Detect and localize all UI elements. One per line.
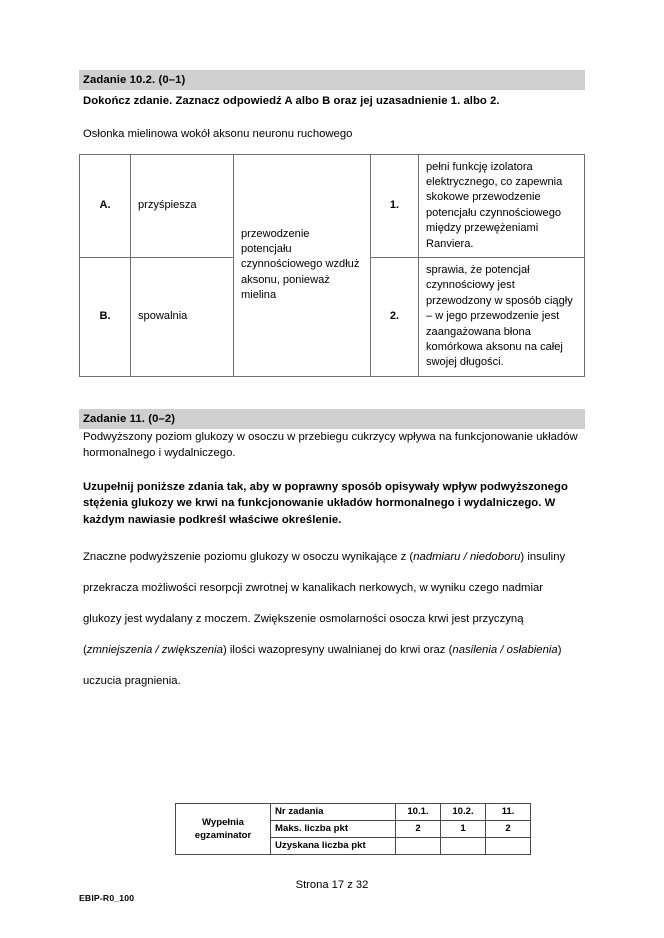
option-a-letter[interactable]: A. (80, 154, 131, 257)
score-task-10-1: 10.1. (396, 804, 441, 821)
document-code-footer: EBIP-R0_100 (79, 893, 135, 903)
examiner-label-line2: egzaminator (194, 830, 252, 841)
fill-choice-2[interactable]: zmniejszenia / zwiększenia (86, 644, 223, 657)
justification-1-text[interactable]: pełni funkcję izolatora elektrycznego, co zapewnia skokowe przewodzenie potencjału czynnościowego między przewężeniami Ranviera. (419, 154, 585, 257)
shared-stem-text: przewodzenie potencjału czynnościowego wzdłuż aksonu, ponieważ mielina (234, 154, 371, 376)
obtained-points-11[interactable] (486, 838, 531, 855)
task-10-2-instruction: Dokończ zdanie. Zaznacz odpowiedź A albo B oraz jej uzasadnienie 1. albo 2. (83, 95, 500, 107)
examiner-fills-label (176, 804, 271, 855)
justification-1-number[interactable]: 1. (371, 154, 419, 257)
score-row-header-task-number: Nr zadania (271, 804, 396, 821)
spacer (79, 142, 585, 154)
spacer (79, 528, 585, 542)
fill-choice-1[interactable]: nadmiaru / niedoboru (413, 551, 521, 564)
task-11-fill-in-text (79, 542, 585, 697)
obtained-points-10-1[interactable] (396, 838, 441, 855)
justification-2-number[interactable]: 2. (371, 257, 419, 376)
examiner-label-line1: Wypełnia (202, 817, 244, 828)
task-11-intro: Podwyższony poziom glukozy w osoczu w przebiegu cukrzycy wpływa na funkcjonowanie układów hormonalnego i wydalniczego. (83, 430, 578, 460)
page-number-footer: Strona 17 z 32 (295, 879, 369, 891)
task-10-2-heading: Zadanie 10.2. (0–1) (79, 70, 585, 90)
fill-segment-1: Znaczne podwyższenie poziomu glukozy w osoczu wynikające z ( (83, 551, 414, 564)
fill-segment-3: ) ilości wazopresyny uwalnianej do krwi oraz ( (222, 644, 453, 657)
page-content (79, 70, 585, 697)
obtained-points-10-2[interactable] (441, 838, 486, 855)
fill-choice-3[interactable]: nasilenia / osłabienia (452, 644, 558, 657)
justification-2-text[interactable]: sprawia, że potencjał czynnościowy jest przewodzony w sposób ciągły – w jego przewodzenie jest zaangażowana błona komórkowa aksonu na całej swojej długości. (419, 257, 585, 376)
score-row-header-obtained-points: Uzyskana liczba pkt (271, 838, 396, 855)
score-task-10-2: 10.2. (441, 804, 486, 821)
task-11-heading: Zadanie 11. (0–2) (79, 409, 585, 429)
examiner-score-table-wrap (175, 803, 515, 855)
score-task-11: 11. (486, 804, 531, 821)
answer-choice-table (79, 154, 585, 377)
option-b-letter[interactable]: B. (80, 257, 131, 376)
fill-segment-4: ) uczucia pragnienia. (83, 644, 562, 688)
option-a-verb[interactable]: przyśpiesza (131, 154, 234, 257)
task-10-2-lead-sentence: Osłonka mielinowa wokół aksonu neuronu ruchowego (83, 127, 353, 140)
spacer (79, 110, 585, 126)
examiner-score-table (175, 803, 531, 855)
fill-segment-2: ) insuliny przekracza możliwości resorpcji zwrotnej w kanalikach nerkowych, w wyniku czego nadmiar glukozy jest wydalany z moczem. Zwiększenie osmolarności osocza krwi jest przyczyną ( (83, 551, 566, 657)
max-points-11: 2 (486, 821, 531, 838)
max-points-10-2: 1 (441, 821, 486, 838)
task-11-instruction: Uzupełnij poniższe zdania tak, aby w poprawny sposób opisywały wpływ podwyższonego stężenia glukozy we krwi na funkcjonowanie układów hormonalnego i wydalniczego. W każdym nawiasie podkreśl właściwe określenie. (83, 480, 568, 526)
option-b-verb[interactable]: spowalnia (131, 257, 234, 376)
table-row[interactable] (80, 154, 585, 257)
score-row-header-max-points: Maks. liczba pkt (271, 821, 396, 838)
max-points-10-1: 2 (396, 821, 441, 838)
spacer (79, 397, 585, 409)
spacer (79, 462, 585, 476)
spacer (79, 377, 585, 397)
table-row (176, 804, 531, 821)
